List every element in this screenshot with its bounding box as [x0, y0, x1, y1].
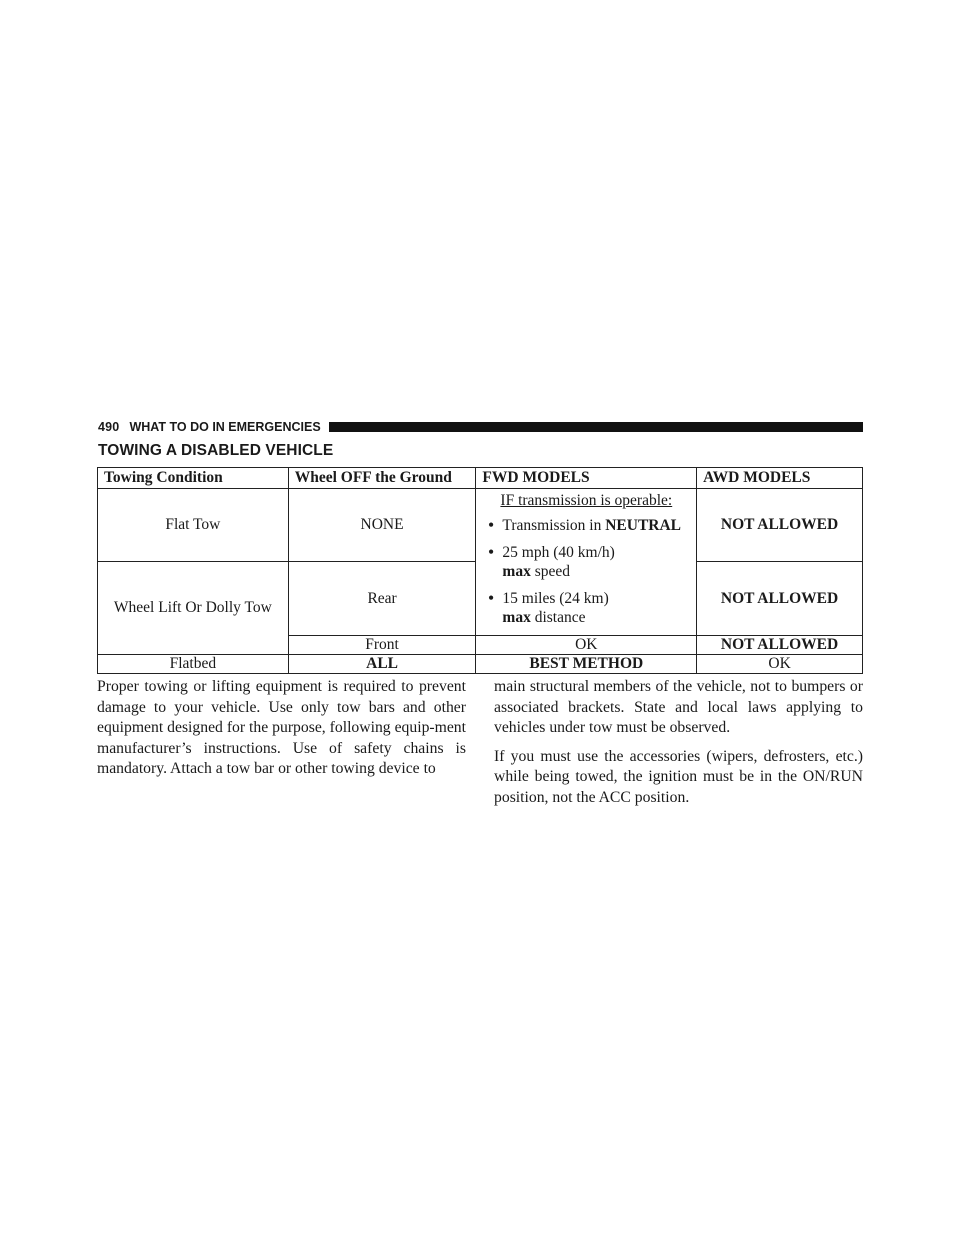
bullet-icon: •: [488, 544, 494, 561]
list-item: • Transmission in NEUTRAL: [488, 517, 682, 534]
table-row: [98, 655, 863, 674]
cell-flatbed-wheels: ALL: [288, 655, 476, 674]
section-title: TOWING A DISABLED VEHICLE: [98, 442, 334, 459]
page-header: [98, 418, 863, 436]
cell-rear-wheels: Rear: [288, 562, 476, 636]
cell-flatbed: Flatbed: [98, 655, 289, 674]
table-row: [98, 489, 863, 562]
cell-flat-tow-awd: NOT ALLOWED: [697, 489, 863, 562]
header-rule: [329, 422, 863, 432]
bullet-icon: •: [488, 590, 494, 607]
header-fwd-models: FWD MODELS: [476, 468, 697, 489]
table-header-row: [98, 468, 863, 489]
body-text: [97, 677, 863, 816]
right-column: [494, 677, 863, 816]
fwd-condition-list: [488, 516, 696, 627]
cell-front-fwd: OK: [476, 636, 697, 655]
cell-front-awd: NOT ALLOWED: [697, 636, 863, 655]
header-wheel-off-ground: Wheel OFF the Ground: [288, 468, 476, 489]
cell-fwd-conditions: [476, 489, 697, 636]
cell-front-wheels: Front: [288, 636, 476, 655]
paragraph: If you must use the accessories (wipers, defrosters, etc.) while being towed, the ignition must be in the ON/RUN position, not the ACC position.: [494, 747, 863, 806]
page-number: 490: [98, 420, 120, 434]
header-towing-condition: Towing Condition: [98, 468, 289, 489]
towing-table: [97, 467, 863, 674]
paragraph: main structural members of the vehicle, not to bumpers or associated brackets. State and local laws applying to vehicles under tow must be observed.: [494, 678, 863, 736]
cell-flat-tow: Flat Tow: [98, 489, 289, 562]
cell-flat-tow-wheels: NONE: [288, 489, 476, 562]
left-column: [97, 677, 466, 816]
paragraph: Proper towing or lifting equipment is required to prevent damage to your vehicle. Use only tow bars and other equipment designed for the purpose, following equip-ment manufacturer’s instructions. Use of safety chains is mandatory. Attach a tow bar or other towing device to: [97, 678, 467, 777]
bullet-icon: •: [488, 517, 494, 534]
list-item: • 25 mph (40 km/h) max speed: [488, 544, 615, 580]
fwd-condition-intro: IF transmission is operable:: [500, 492, 673, 509]
cell-flatbed-fwd: BEST METHOD: [476, 655, 697, 674]
list-item: • 15 miles (24 km) max distance: [488, 590, 609, 626]
section-name: WHAT TO DO IN EMERGENCIES: [129, 420, 321, 434]
header-awd-models: AWD MODELS: [697, 468, 863, 489]
cell-wheel-lift: Wheel Lift Or Dolly Tow: [98, 562, 289, 655]
cell-rear-awd: NOT ALLOWED: [697, 562, 863, 636]
cell-flatbed-awd: OK: [697, 655, 863, 674]
